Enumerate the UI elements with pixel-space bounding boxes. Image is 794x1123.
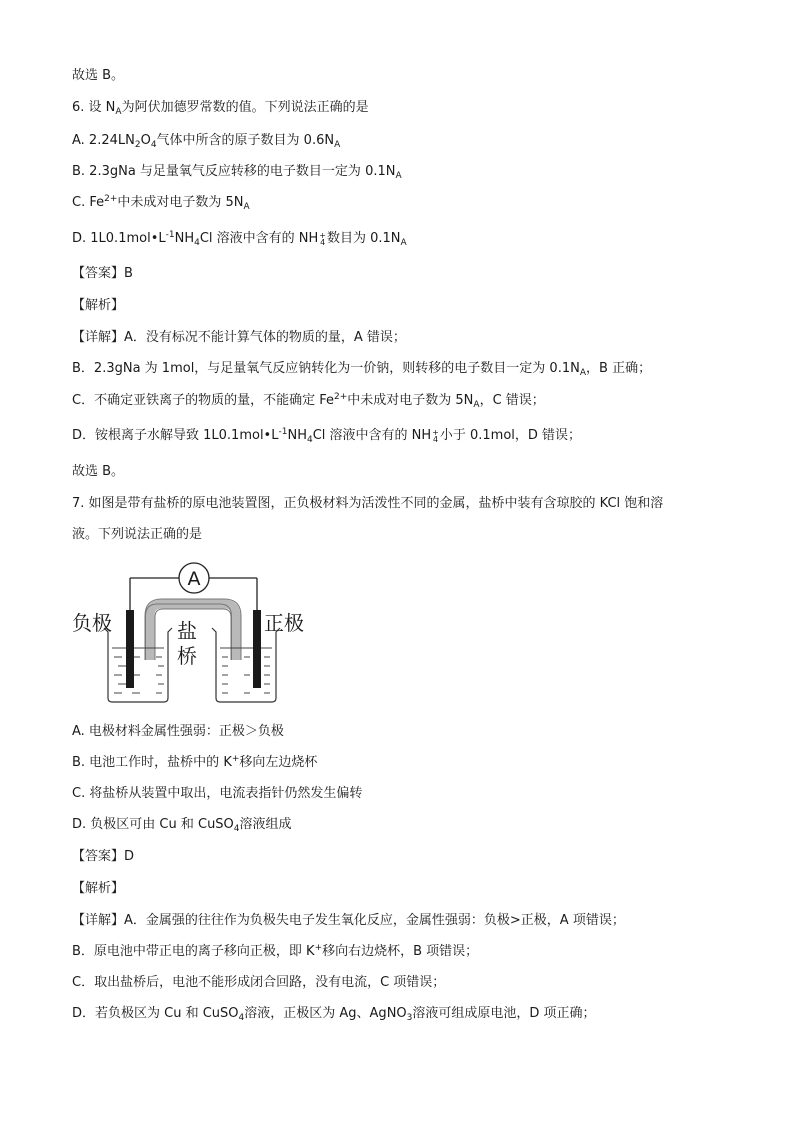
negative-electrode bbox=[126, 610, 134, 688]
detail-7-b: B．原电池中带正电的离子移向正极，即 K+移向右边烧杯，B 项错误； bbox=[72, 943, 479, 959]
right-beaker bbox=[212, 628, 280, 702]
positive-electrode-label: 正极 bbox=[264, 611, 304, 635]
question-6-stem: 6. 设 $N_A$为阿伏加德罗常数的值。下列说法正确的是 bbox=[72, 100, 369, 117]
left-beaker bbox=[104, 628, 172, 702]
analysis-6-label: 【解析】 bbox=[72, 298, 125, 313]
conclusion-6: 故选 B。 bbox=[72, 464, 125, 479]
salt-bridge-label-top: 盐 bbox=[177, 619, 197, 643]
ammonium-charge: + 4 bbox=[432, 428, 439, 444]
detail-6-d: D．铵根离子水解导致 $1L0.1mol•L^{-1}NH_4Cl$ 溶液中含有的 NH+ 4 小于 0.1mol，D 错误； bbox=[72, 427, 582, 445]
salt-bridge-label-bottom: 桥 bbox=[177, 644, 197, 668]
detail-6-a: 【详解】A．没有标况不能计算气体的物质的量，A 错误； bbox=[72, 330, 406, 345]
question-6-option-a: A. $2.24LN_2O_4$气体中所含的原子数目为 $0.6N_A$ bbox=[72, 133, 341, 150]
question-6-option-c: C. $Fe^{2+}$中未成对电子数为 $5N_A$ bbox=[72, 194, 250, 212]
question-6-option-d: D. $1L0.1mol•L^{-1}NH_4Cl$ 溶液中含有的 NH+ 4 数目为 $0.1N_A$ bbox=[72, 230, 407, 248]
question-7-stem-line1: 7. 如图是带有盐桥的原电池装置图，正负极材料为活泼性不同的金属，盐桥中装有含琼胶的 KCl 饱和溶 bbox=[72, 496, 664, 511]
answer-7: 【答案】D bbox=[72, 849, 135, 864]
detail-6-c: C．不确定亚铁离子的物质的量，不能确定 $Fe^{2+}$中未成对电子数为 $5N_A$，C 错误； bbox=[72, 392, 545, 410]
detail-7-d: D．若负极区为 Cu 和 CuSO$_4$溶液，正极区为 Ag、AgNO$_3$溶液可组成原电池，D 项正确； bbox=[72, 1006, 596, 1023]
negative-electrode-label: 负极 bbox=[72, 611, 112, 635]
ammonium-charge: + 4 bbox=[319, 231, 326, 247]
detail-6-b: B．2.3gNa 为 1mol，与足量氧气反应钠转化为一价钠，则转移的电子数目一定为 $0.1N_A$，B 正确； bbox=[72, 361, 652, 378]
answer-6: 【答案】B bbox=[72, 266, 133, 281]
positive-electrode bbox=[253, 610, 261, 688]
detail-7-a: 【详解】A．金属强的往往作为负极失电子发生氧化反应，金属性强弱：负极>正极，A 项错误； bbox=[72, 913, 625, 928]
question-7-option-a: A. 电极材料金属性强弱：正极＞负极 bbox=[72, 724, 284, 739]
question-7-option-b: B. 电池工作时，盐桥中的 K+移向左边烧杯 bbox=[72, 754, 318, 770]
detail-7-c: C．取出盐桥后，电池不能形成闭合回路，没有电流，C 项错误； bbox=[72, 975, 446, 990]
galvanic-cell-diagram bbox=[72, 560, 312, 710]
analysis-7-label: 【解析】 bbox=[72, 881, 125, 896]
question-7-stem-line2: 液。下列说法正确的是 bbox=[72, 527, 203, 542]
question-6-option-b: B. 2.3gNa 与足量氧气反应转移的电子数目一定为 $0.1N_A$ bbox=[72, 164, 402, 181]
question-7-option-d: D. 负极区可由 Cu 和 CuSO$_4$溶液组成 bbox=[72, 817, 292, 834]
ammeter-label: A bbox=[187, 568, 201, 590]
conclusion-prev: 故选 B。 bbox=[72, 68, 125, 83]
question-7-option-c: C. 将盐桥从装置中取出，电流表指针仍然发生偏转 bbox=[72, 786, 363, 801]
